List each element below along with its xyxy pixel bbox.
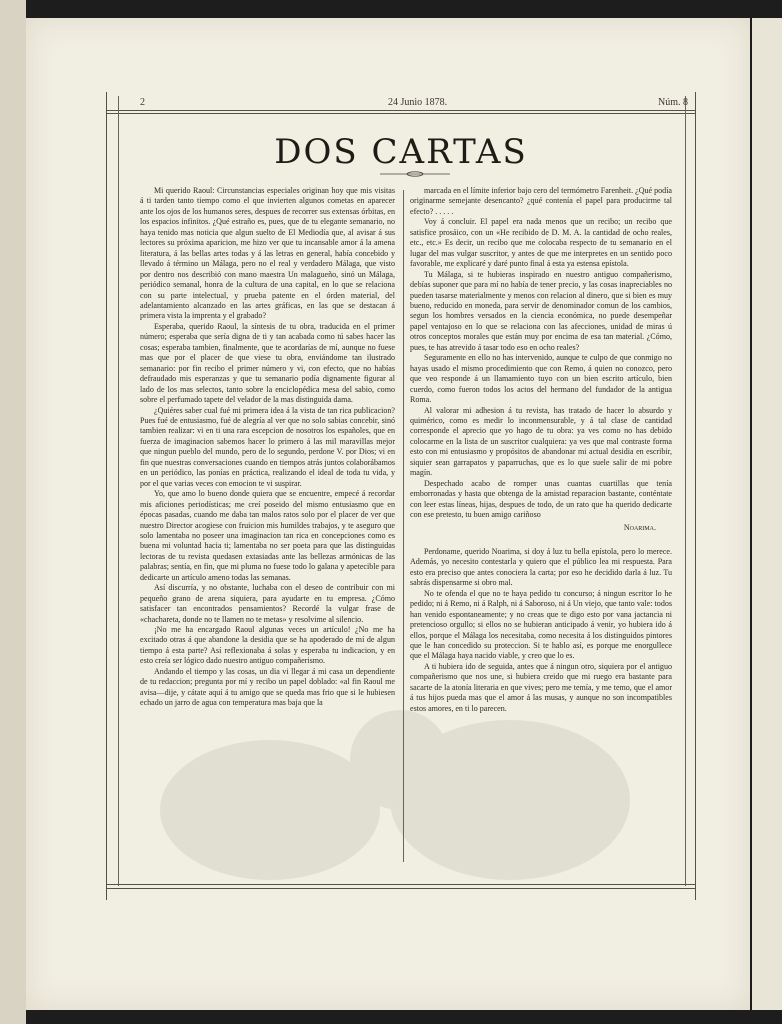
paragraph: Andando el tiempo y las cosas, un dia vi llegar á mi casa un dependiente de tu redaccion; pregunta por mí y recibo un papel doblado: «al fin Raoul me avisa—dije, y cátate aquí á tu amigo que se queda mas frio que si le hubiesen echado un jarro de agua con temperatura mas baja que la bbox=[140, 666, 395, 708]
reply-letter bbox=[410, 547, 672, 714]
column-divider bbox=[403, 190, 404, 862]
signature: Noarima. bbox=[623, 522, 656, 532]
footer-rule-bottom bbox=[106, 888, 696, 889]
paragraph: Despechado acabo de romper unas cuantas cuartillas que tenía emborronadas y hasta que obtenga de la amistad reparacion bastante, conténtate con leer estas líneas, hijas, despues de todo, de un rato que ha querido dedicarte con ese pretesto, tu buen amigo cariñoso bbox=[410, 478, 672, 520]
title-ornament bbox=[380, 171, 450, 177]
paragraph: Voy á concluir. El papel era nada menos que un recibo; un recibo que satisfice prosáico, con un «He recibido de D. M. A. la cantidad de ocho reales, etc., etc.» Es decir, un recibo que me colocaba respecto de tu semanario en el lugar del mas vulgar suscritor, y antes de que me interpretes en un sentido poco favorable, me explicaré y daré punto final á esta ya estensa epístola. bbox=[410, 217, 672, 269]
paragraph: Al valorar mi adhesion á tu revista, has tratado de hacer lo absurdo y quimérico, como es medir lo inconmensurable, y á tal clase de cantidad corresponde el aprecio que yo hago de tu obra: ya ves como no has debido colocarme en la lista de un suscritor cualquiera: ya ves que mal contraste forma esto con mi entusiasmo y propósitos de abandonar mi actual desidia en escribir, siquier sean garrapatos y paparruchas, que es lo que suele salir de mi pobre magín. bbox=[410, 405, 672, 478]
paragraph: Yo, que amo lo bueno donde quiera que se encuentre, empecé á recordar mis aficiones periodísticas; me creí poseido del mismo entusiasmo que en épocas pasadas, cuando me daba tan malos ratos solo por el placer de ver que nuestro Director acogiese con fruicion mis humildes trabajos, y te aseguro que solo lamentaba no poseer una imaginacion tan rica en concepciones como es buena mi voluntad hacia ti; lamentaba no ser poeta para que las distinguidas lectoras de tu revista quedasen extasiadas ante las bellezas armónicas de las palabras; sentía, en fin, que mi pluma no fuese todo lo galana y apetecible para dedicarte un artículo ameno todas las semanas. bbox=[140, 489, 395, 582]
letter-continuation bbox=[410, 186, 672, 521]
paragraph: Seguramente en ello no has intervenido, aunque te culpo de que conmigo no hayas usado el mismo procedimiento que con Remo, á quien no conozco, pero que veo responde á un llamamiento tuyo con un bien escrito artículo, bien cuerdo, como fueron todos los actos del hermano del fundador de la antigua Roma. bbox=[410, 353, 672, 405]
issue-number: Núm. 8 bbox=[658, 97, 688, 108]
paragraph: marcada en el límite inferior bajo cero del termómetro Farenheit. ¿Qué podía originarme semejante desencanto? ¿qué contenía el papel para producirme tal efecto? . . . . . bbox=[410, 186, 673, 216]
paragraph: Mi querido Raoul: Circunstancias especiales originan hoy que mis visitas á ti tarden tanto tiempo como el que invierten algunos cometas en aparecer ante los ojos de los humanos seres, despues de recorrer sus extensas órbitas, en los espacios infinitos. ¿Qué estraño es, pues, que de tu elegante semanario, no haya tenido mas noticia que algun suelto de El Mediodía que, al avisar á sus lectores su próxima aparicion, me hizo ver que tu incansable amor á la amena literatura, á las bellas artes todas y á las letras en general, había concebido y llevado á término un Málaga, pero no el real y verdadero Málaga, que visto por dentro nos describió con mano maestra Un malagueño, sinó un Málaga, periódico semanal, honra de la cultura de una capital, en lo que se relaciona con su parte intelectual, y prueba patente en el órden material, del adelantamiento alcanzado en las artes gráficas, en las que se destacan á primera vista la imprenta y el grabado? bbox=[140, 186, 395, 321]
paragraph: No te ofenda el que no te haya pedido tu concurso; á ningun escritor lo he pedido; ni á Remo, ni á Ralph, ni á Saboroso, ni á Un viejo, que tanto vale: todos han venido espontaneamente; y no creas que te digo esto por vana jactancia ni pretencioso orgullo; si ellos no se hubieran anticipado á venir, yo hubiera ido á ellos, porque el Málaga los necesitaba, como necesita á los distinguidos pintores que le han concedido su proteccion. Si te hablo así, es porque me enorgullece que el Málaga haya nacido viable, y creo que lo es. bbox=[410, 588, 672, 661]
article-title: DOS CARTAS bbox=[274, 132, 528, 172]
left-column bbox=[140, 186, 395, 709]
paragraph: ¡No me ha encargado Raoul algunas veces un artículo! ¿No me ha excitado otras á que abandone la desidia que se ha apoderado de mí de algun tiempo á esta parte? Así reflexionaba á solas y esperaba tu indicacion, y en esto creía ser lógico dado nuestro antiguo compañerismo. bbox=[140, 625, 395, 666]
paragraph: Perdoname, querido Noarima, si doy á luz tu bella epístola, pero lo merece. Además, yo necesito contestarla y quiero que el público lea mi respuesta. Para esto era preciso que antes conociera la carta; por eso he decidido darla á luz. Tu sabrás dispensarme si obro mal. bbox=[410, 546, 672, 588]
footer-rule-top bbox=[106, 884, 696, 885]
paragraph: Así discurría, y no obstante, luchaba con el deseo de contribuir con mi pequeño grano de arena siquiera, para ayudarte en tu empresa. ¿Cómo satisfacer tan encontrados pensamientos? Recordé la vulgar frase de «chachareta, donde no te llamen no te metas» y resolvime al silencio. bbox=[140, 583, 395, 624]
paragraph: Esperaba, querido Raoul, la síntesis de tu obra, traducida en el primer número; esperaba que sería digna de ti y tan acabada como tú sabes hacer las cosas; esperaba tambien, finalmente, que te acordarías de mí, aunque no fuese mas que por el placer de que viese tu obra, enviándome tan ilustrado semanario: por fin recibo el primer número y vi, con efecto, que no habías defraudado mis esperanzas y que tu semanario podía dignamente figurar al lado de los mas selectos, tanto sobre la enciclopédica mesa del sabio, como sobre el perfumado tapete del velador de la mas distinguida dama. bbox=[140, 321, 395, 405]
page-edge-right bbox=[752, 18, 782, 1010]
issue-date: 24 Junio 1878. bbox=[388, 97, 448, 108]
paragraph: ¿Quiéres saber cual fué mi primera idea á la vista de tan rica publicacion? Pues fué de entusiasmo, fué de alegría al ver que no solo sabias concebir, sinó tambien realizar: vi en ti una rara escepcion de nosotros los españoles, que en fuerza de imaginacion sabemos hacer lo primero á las mil maravillas mejor que ningun pueblo del mundo, pero de lo segundo, perdone V. por Dios; vi en fin que nuestras conversaciones cuando en tiempos atrás juntos colaborábamos en un periódico, las ponías en práctica, realizando el ideal de toda tu vida, y por el que varias veces con emocion te vi suspirar. bbox=[140, 405, 395, 488]
paragraph: Tu Málaga, si te hubieras inspirado en nuestro antiguo compañerismo, debías suponer que para mí no había de tener precio, y las cosas inapreciables no pueden tasarse materialmente y menos con relacion al dinero, que si bien es muy bueno, reducido en moneda, para servir de denominador comun de los cambios, segun los hombres versados en la ciencia económica, no puede desempeñar papel ventajoso en lo que se relaciona con las afecciones, unidad de miras ú otros conceptos morales que están muy por encima de esa tan material. ¿Cómo, pues, te has atrevido á tasar todo eso en ocho reales? bbox=[410, 269, 672, 352]
paragraph: A ti hubiera ido de seguida, antes que á ningun otro, siquiera por el antiguo compañerismo que nos une, si hubiera creido que mi ruego era bastante para sacarte de la atonía literaria en que vives; pero me temía, y me temo, que el amor á tus hijos pueda mas que el amor á las musas, y aunque no son incompatibles estos amores, en ti lo parecen. bbox=[410, 661, 672, 713]
page-number: 2 bbox=[140, 97, 145, 108]
page-edge-left bbox=[0, 0, 26, 1024]
right-column bbox=[410, 186, 672, 714]
